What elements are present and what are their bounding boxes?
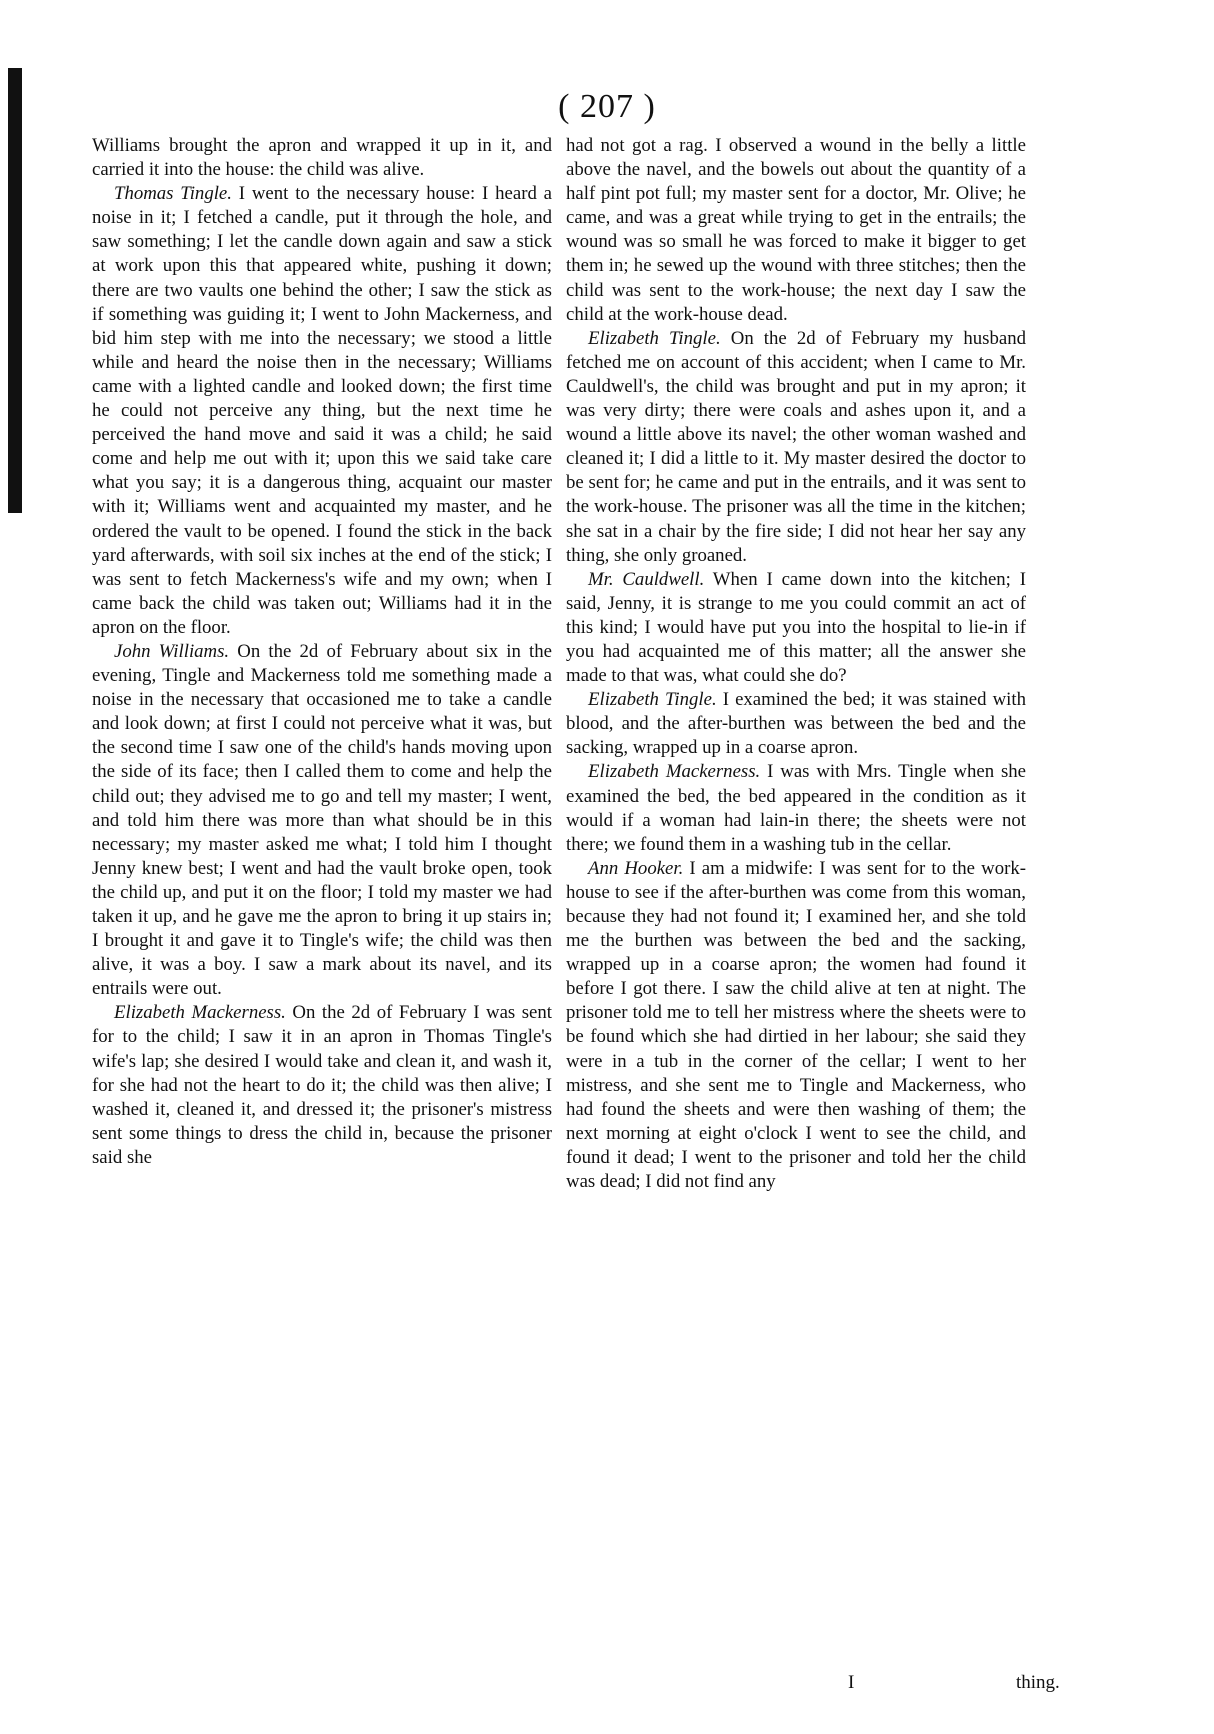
- speaker-name: Ann Hooker.: [588, 857, 684, 879]
- testimony-paragraph: [566, 760, 1026, 856]
- speaker-name: Elizabeth Mackerness.: [588, 761, 761, 783]
- speaker-name: Mr. Cauldwell.: [588, 568, 705, 590]
- testimony-text: On the 2d of February I was sent for to the child; I saw it in an apron in Thomas Tingle's wife's lap; she desired I would take and clean it, and wash it, for she had not the heart to do it; the child was then alive; I washed it, cleaned it, and dressed it; the prisoner's mistress sent some things to dress the child in, because the prisoner said she: [92, 1002, 552, 1168]
- testimony-text: On the 2d of February my husband fetched me on account of this accident; when I came to Mr. Cauldwell's, the child was brought and put in my apron; it was very dirty; there were coals and ashes upon it, and a wound a little above its navel; the other woman washed and cleaned it; I did a little to it. My master desired the doctor to be sent for; he came and put in the entrails, and it was sent to the work-house. The prisoner was all the time in the kitchen; she sat in a chair by the fire side; I did not hear her say any thing, she only groaned.: [566, 327, 1026, 566]
- testimony-paragraph: [566, 857, 1026, 1194]
- testimony-paragraph: [566, 688, 1026, 760]
- catchword: thing.: [1016, 1672, 1060, 1693]
- testimony-paragraph: [92, 182, 552, 640]
- right-column: [566, 134, 1026, 1194]
- speaker-name: Elizabeth Tingle.: [588, 327, 721, 349]
- paragraph: [566, 134, 1026, 327]
- testimony-paragraph: [92, 640, 552, 1001]
- page-number: ( 207 ): [558, 88, 656, 125]
- paragraph-text: Williams brought the apron and wrapped it up in it, and carried it into the house: the child was alive.: [92, 135, 552, 181]
- testimony-paragraph: [566, 568, 1026, 688]
- testimony-paragraph: [92, 1001, 552, 1170]
- speaker-name: Thomas Tingle.: [114, 183, 232, 205]
- speaker-name: Elizabeth Tingle.: [588, 689, 717, 711]
- paragraph-text: had not got a rag. I observed a wound in the belly a little above the navel, and the bowels out about the quantity of a half pint pot full; my master sent for a doctor, Mr. Olive; he came, and was a great while trying to get in the entrails; the wound was so small he was forced to make it bigger to get them in; he sewed up the wound with three stitches; then the child was sent to the work-house; the next day I saw the child at the work-house dead.: [566, 135, 1026, 325]
- left-column: [92, 134, 552, 1170]
- testimony-text: On the 2d of February about six in the evening, Tingle and Mackerness told me something made a noise in the necessary that occasioned me to take a candle and look down; at first I could not perceive what it was, but the second time I saw one of the child's hands moving upon the side of its face; then I called them to come and help the child out; they advised me to go and tell my master; I went, and told him there was more than what should be in this necessary; my master asked me what; I told him I thought Jenny knew best; I went and had the vault broke open, took the child up, and put it on the floor; I told my master we had taken it up, and he gave me the apron to bring it up stairs in; I brought it and gave it to Tingle's wife; the child was then alive, it was a boy. I saw a mark about its navel, and its entrails were out.: [92, 640, 552, 1000]
- testimony-text: When I came down into the kitchen; I said, Jenny, it is strange to me you could commit an act of this kind; I would have put you into the hospital to lie-in if you had acquainted me of this matter; all the answer she made to that was, what could she do?: [566, 568, 1026, 687]
- signature-mark: I: [848, 1672, 855, 1693]
- paragraph: [92, 134, 552, 182]
- testimony-text: I went to the necessary house: I heard a noise in it; I fetched a candle, put it through the hole, and saw something; I let the candle down again and saw a stick at work upon this that appeared white, pushing it down; there are two vaults one behind the other; I saw the stick as if something was guiding it; I went to John Mackerness, and bid him step with me into the necessary; we stood a little while and heard the noise then in the necessary; Williams came with a lighted candle and looked down; the first time he could not perceive any thing, but the next time he perceived the hand move and said it was a child; he said come and help me out with it; upon this we said take care what you say; it is a dangerous thing, acquaint our master with it; Williams went and acquainted my master, and he ordered the vault to be opened. I found the stick in the back yard afterwards, with soil six inches at the end of the stick; I was sent to fetch Mackerness's wife and my own; when I came back the child was taken out; Williams had it in the apron on the floor.: [92, 183, 552, 638]
- testimony-paragraph: [566, 327, 1026, 568]
- page-edge-mark: [8, 68, 22, 513]
- testimony-text: I was with Mrs. Tingle when she examined the bed, the bed appeared in the condition as it would if a woman had lain-in there; the sheets were not there; we found them in a washing tub in the cellar.: [566, 761, 1027, 855]
- speaker-name: Elizabeth Mackerness.: [114, 1002, 286, 1024]
- testimony-text: I am a midwife: I was sent for to the work-house to see if the after-burthen was come from this woman, because they had not found it; I examined her, and she told me the burthen was between the bed and the sacking, wrapped up in a coarse apron; the women had found it before I got there. I saw the child alive at ten at night. The prisoner told me to tell her mistress where the sheets were to be found which she had dirtied in her labour; she said they were in a tub in the corner of the cellar; I went to her mistress, and she sent me to Tingle and Mackerness, who had found the sheets and were then washing of them; the next morning at eight o'clock I went to see the child, and found it dead; I went to the prisoner and told her the child was dead; I did not find any: [566, 857, 1026, 1193]
- testimony-text: I examined the bed; it was stained with blood, and the after-burthen was between the bed and the sacking, wrapped up in a coarse apron.: [566, 689, 1026, 759]
- speaker-name: John Williams.: [114, 640, 230, 662]
